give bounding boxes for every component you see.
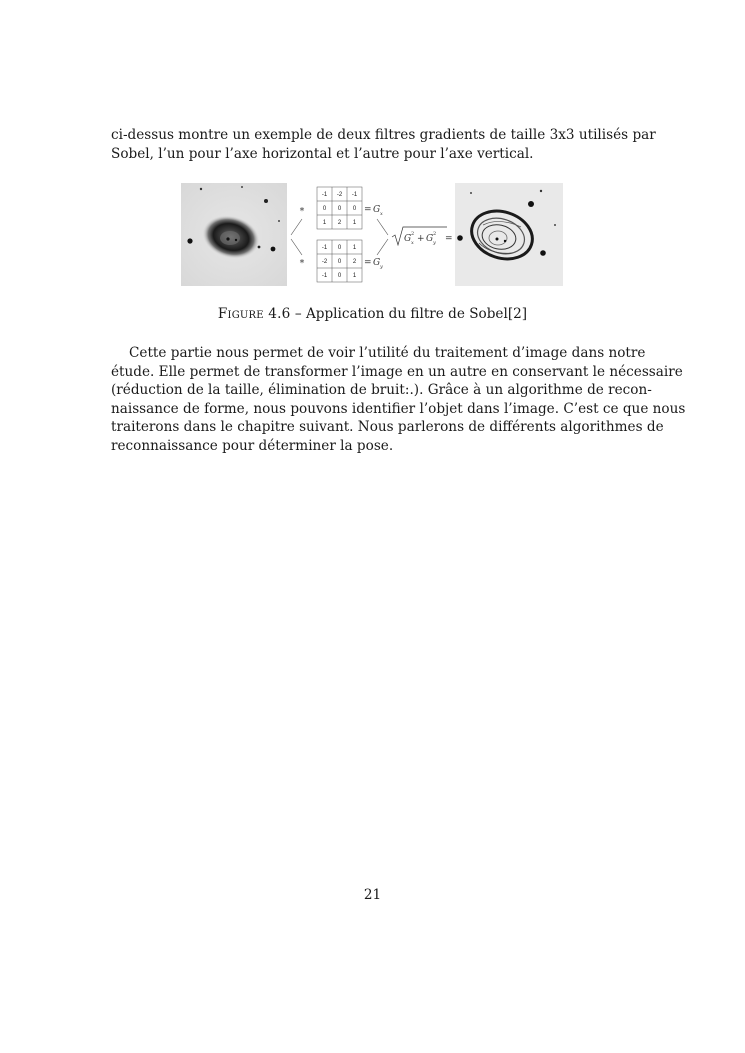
magnitude-gx-sub: x <box>411 240 414 246</box>
gx-label: G <box>373 205 381 215</box>
kernel-cell: 0 <box>337 245 342 251</box>
text-line: reconnaissance pour déterminer la pose. <box>111 437 394 454</box>
kernel-cell: -1 <box>351 192 358 198</box>
kernel-cell: 1 <box>352 220 357 226</box>
convolution-symbol: * <box>299 207 305 217</box>
magnitude-gy-sub: y <box>433 240 436 246</box>
connector-line <box>377 219 388 235</box>
magnitude-gx: G <box>404 234 412 244</box>
gy-subscript: y <box>380 264 383 270</box>
kernel-gy <box>317 240 362 282</box>
gy-label: G <box>373 258 381 268</box>
magnitude-gy: G <box>426 234 434 244</box>
text-line: Sobel, l’un pour l’axe horizontal et l’autre pour l’axe vertical. <box>111 145 534 162</box>
kernel-gx <box>317 187 362 229</box>
figure-label: Figure 4.6 <box>217 306 291 322</box>
kernel-cell: 0 <box>322 206 327 212</box>
text-line: traiterons dans le chapitre suivant. Nous parlerons de différents algorithmes de <box>111 419 664 436</box>
caption-text: – Application du filtre de Sobel[2] <box>290 306 528 322</box>
paragraph-conclusion <box>111 344 686 456</box>
kernel-cell: 1 <box>352 245 357 251</box>
text-line: Cette partie nous permet de voir l’utilité du traitement d’image dans notre <box>129 345 646 361</box>
kernel-cell: -1 <box>321 192 328 198</box>
kernel-cell: 1 <box>322 220 327 226</box>
kernel-cell: -1 <box>321 273 328 279</box>
gx-subscript: x <box>380 211 383 217</box>
plus-sign: + <box>417 234 425 244</box>
original-galaxy-image <box>181 183 287 286</box>
sobel-result-image <box>455 183 563 286</box>
connector-line <box>291 239 302 255</box>
page-number: 21 <box>363 887 382 903</box>
kernel-cell: -2 <box>336 192 343 198</box>
equals-sign: = <box>364 205 372 215</box>
equals-sign: = <box>364 258 372 268</box>
exponent: 2 <box>411 231 415 237</box>
kernel-cell: 0 <box>337 206 342 212</box>
kernel-cell: 2 <box>337 220 342 226</box>
kernel-cell: 0 <box>352 206 357 212</box>
kernel-cell: 0 <box>337 273 342 279</box>
kernel-cell: 1 <box>352 273 357 279</box>
kernel-cell: -2 <box>321 259 328 265</box>
text-line: (réduction de la taille, élimination de bruit:.). Grâce à un algorithme de recon- <box>111 382 652 399</box>
equals-sign: = <box>445 234 453 244</box>
text-line: étude. Elle permet de transformer l’image en un autre en conservant le nécessaire <box>111 363 683 380</box>
kernel-cell: -1 <box>321 245 328 251</box>
kernel-cell: 2 <box>352 259 357 265</box>
figure-caption <box>0 306 745 322</box>
sobel-figure <box>181 183 563 289</box>
text-line: naissance de forme, nous pouvons identifier l’objet dans l’image. C’est ce que nous <box>111 400 686 417</box>
convolution-symbol: * <box>299 259 305 269</box>
kernel-cell: 0 <box>337 259 342 265</box>
connector-line <box>377 239 388 255</box>
magnitude-formula <box>392 227 453 246</box>
paragraph-intro <box>111 126 656 163</box>
exponent: 2 <box>433 231 437 237</box>
connector-line <box>291 219 302 235</box>
text-line: ci-dessus montre un exemple de deux filtres gradients de taille 3x3 utilisés par <box>111 127 656 143</box>
